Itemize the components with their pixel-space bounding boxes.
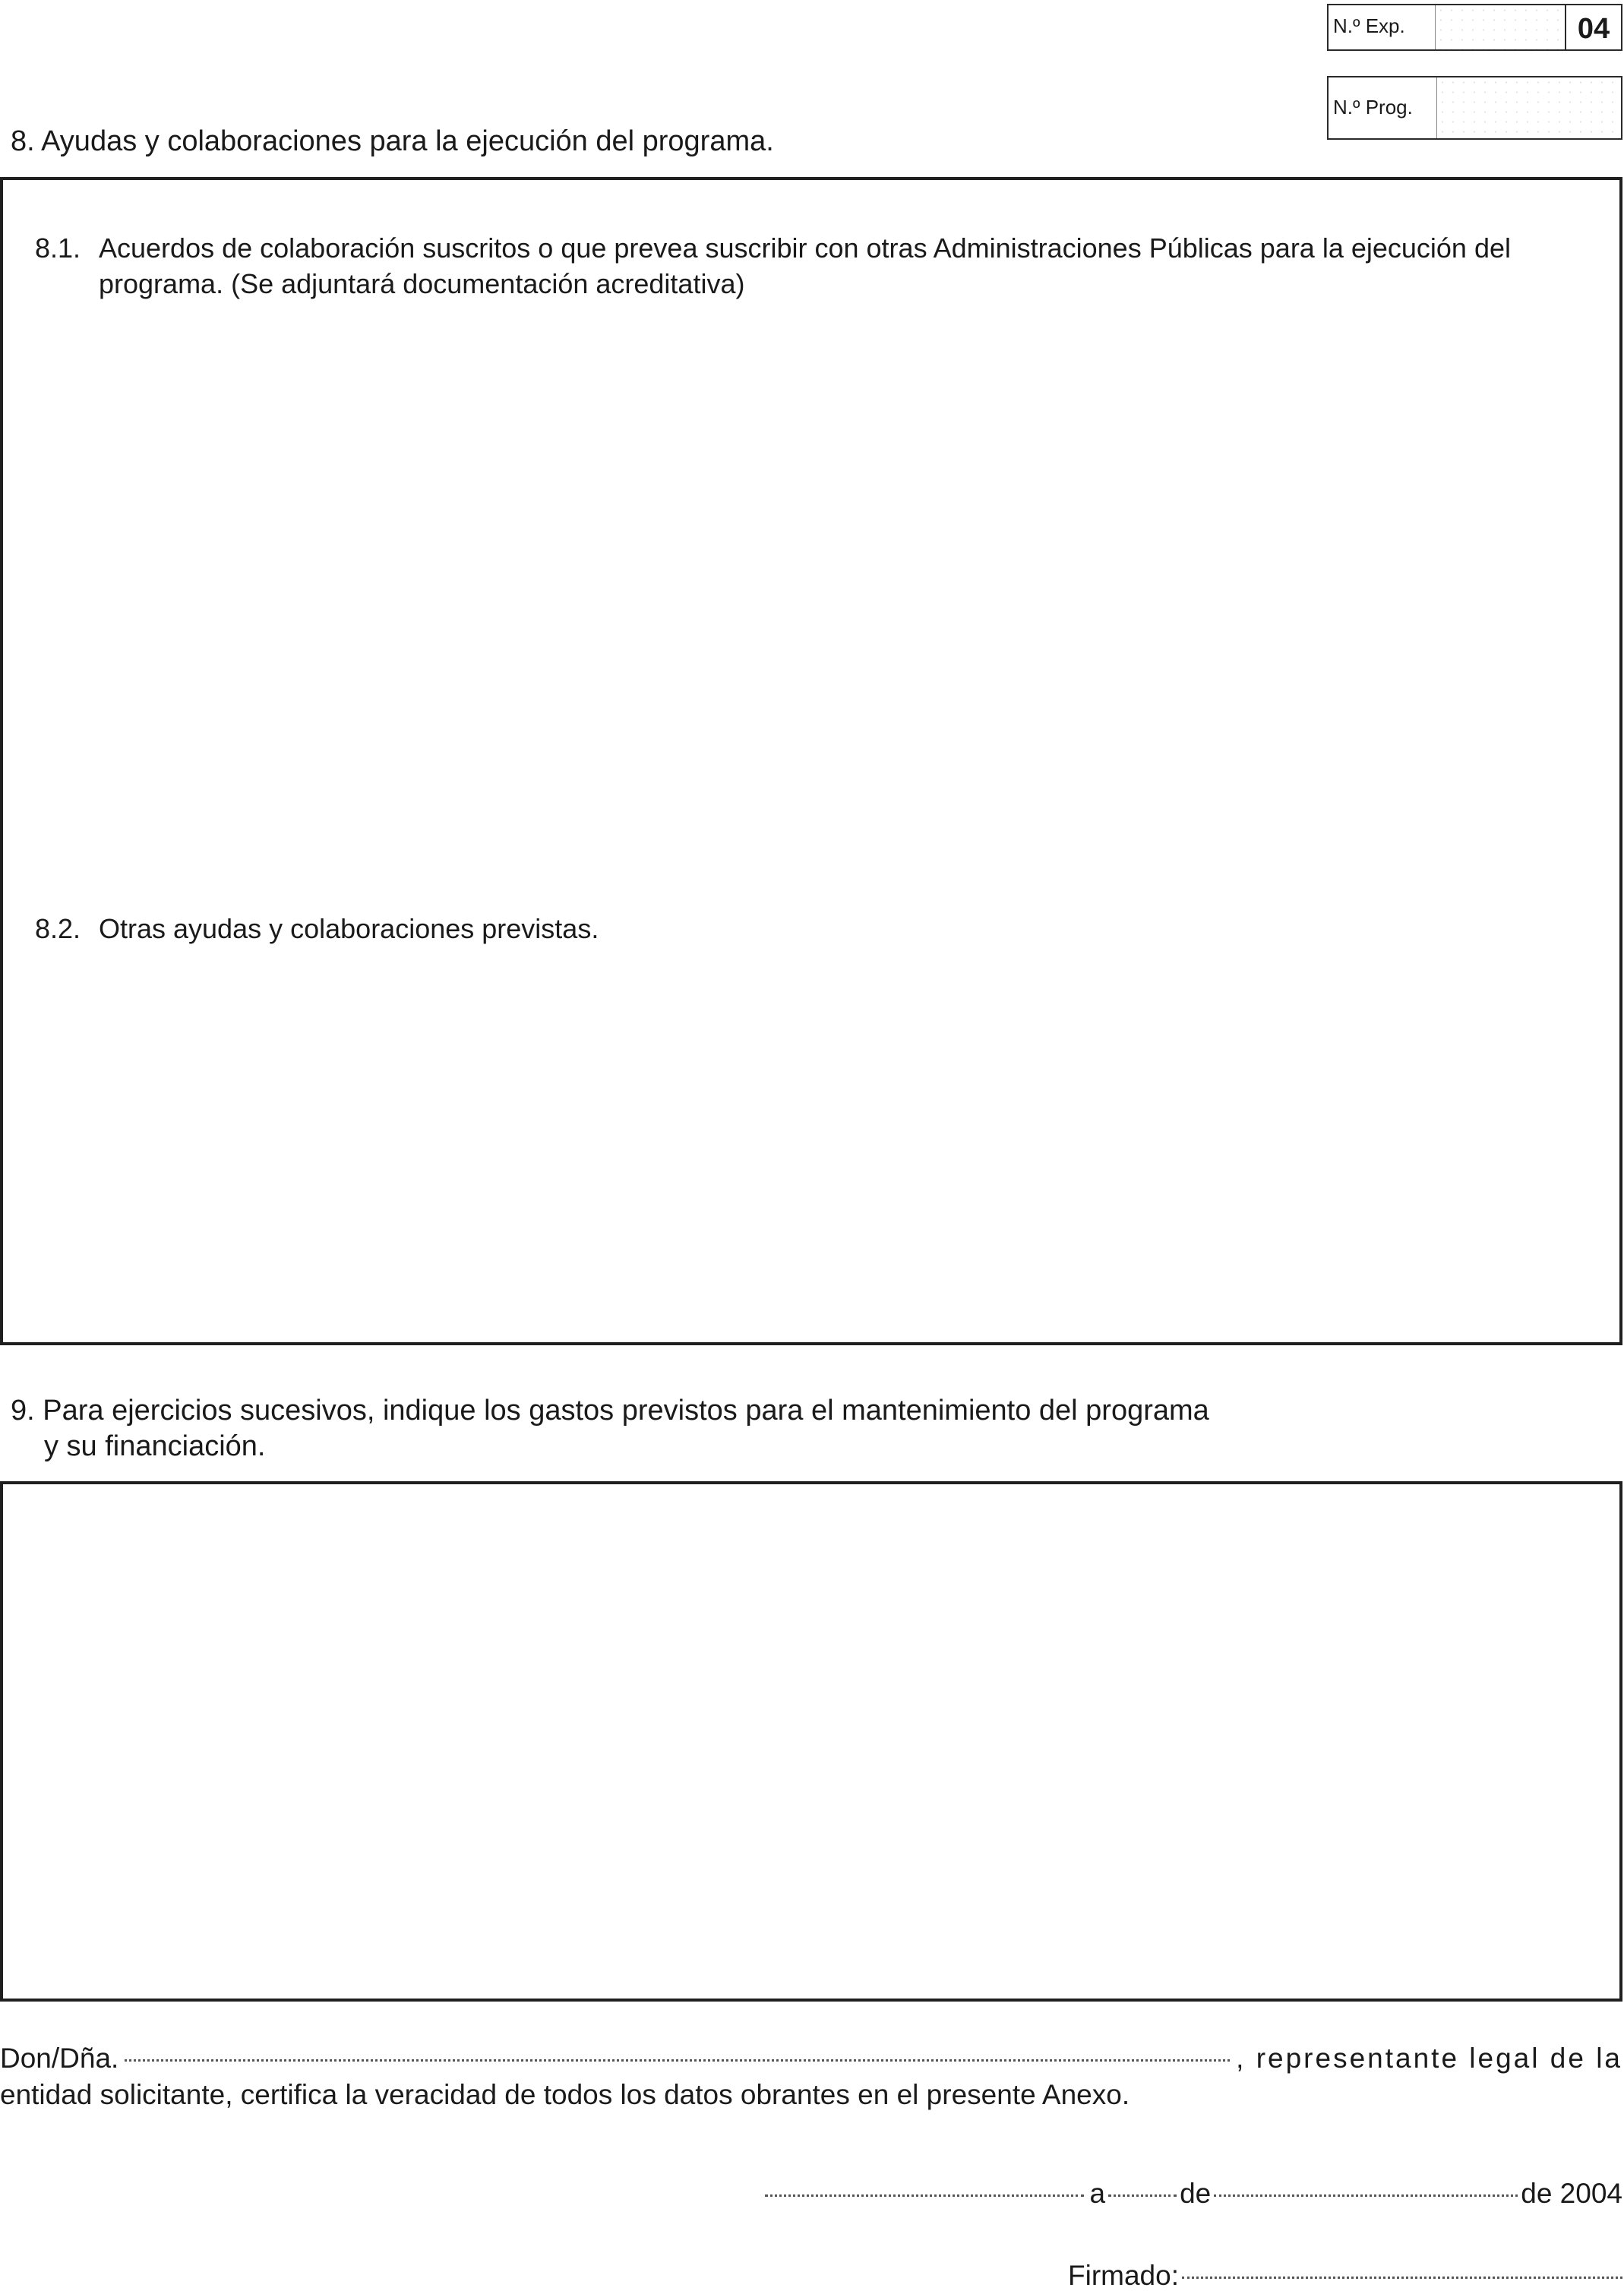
declaration-suffix: , representante legal de la: [1236, 2043, 1622, 2074]
section-8-title: 8. Ayudas y colaboraciones para la ejecución del programa.: [11, 125, 774, 157]
date-a: a: [1089, 2178, 1106, 2209]
signature-field[interactable]: [1182, 2277, 1622, 2279]
section-8-frame: [0, 177, 1622, 1345]
item-8-2-text: Otras ayudas y colaboraciones previstas.: [99, 913, 599, 944]
day-field[interactable]: [1108, 2194, 1177, 2197]
prog-label: N.º Prog.: [1333, 96, 1413, 118]
item-8-1-answer-area[interactable]: [18, 309, 1606, 917]
signature-line: [1068, 2258, 1622, 2294]
item-8-2-number: 8.2.: [35, 913, 81, 944]
prog-number-field[interactable]: [1436, 77, 1621, 138]
date-line: [765, 2176, 1622, 2212]
exp-label: N.º Exp.: [1333, 14, 1405, 37]
item-8-1-text: Acuerdos de colaboración suscritos o que prevea suscribir con otras Administraciones Públicas para la ejecución del programa. (Se adjuntará documentación acreditativa): [99, 232, 1511, 299]
programa-number-box: [1327, 76, 1622, 140]
declaration: [0, 2040, 1622, 2113]
section-9-frame[interactable]: [0, 1481, 1622, 2002]
date-year: de 2004: [1521, 2178, 1622, 2209]
place-field[interactable]: [765, 2194, 1084, 2197]
declaration-line-2: entidad solicitante, certifica la veracidad de todos los datos obrantes en el presente Anexo.: [0, 2079, 1130, 2110]
section-9-title-line-2: y su financiación.: [44, 1430, 266, 1462]
expediente-number-box: [1327, 4, 1622, 51]
item-8-1-number: 8.1.: [35, 232, 81, 264]
month-field[interactable]: [1214, 2194, 1518, 2197]
date-de: de: [1180, 2178, 1212, 2209]
name-field[interactable]: [125, 2059, 1230, 2062]
item-8-2: [35, 911, 1547, 946]
exp-number-field[interactable]: [1435, 5, 1566, 49]
declaration-prefix: Don/Dña.: [0, 2043, 119, 2074]
exp-code: 04: [1565, 5, 1621, 49]
signature-label: Firmado:: [1068, 2260, 1179, 2291]
section-9-title-line-1: 9. Para ejercicios sucesivos, indique los gastos previstos para el mantenimiento del programa: [11, 1395, 1209, 1427]
item-8-2-answer-area[interactable]: [18, 962, 1606, 1327]
item-8-1: [35, 230, 1547, 302]
